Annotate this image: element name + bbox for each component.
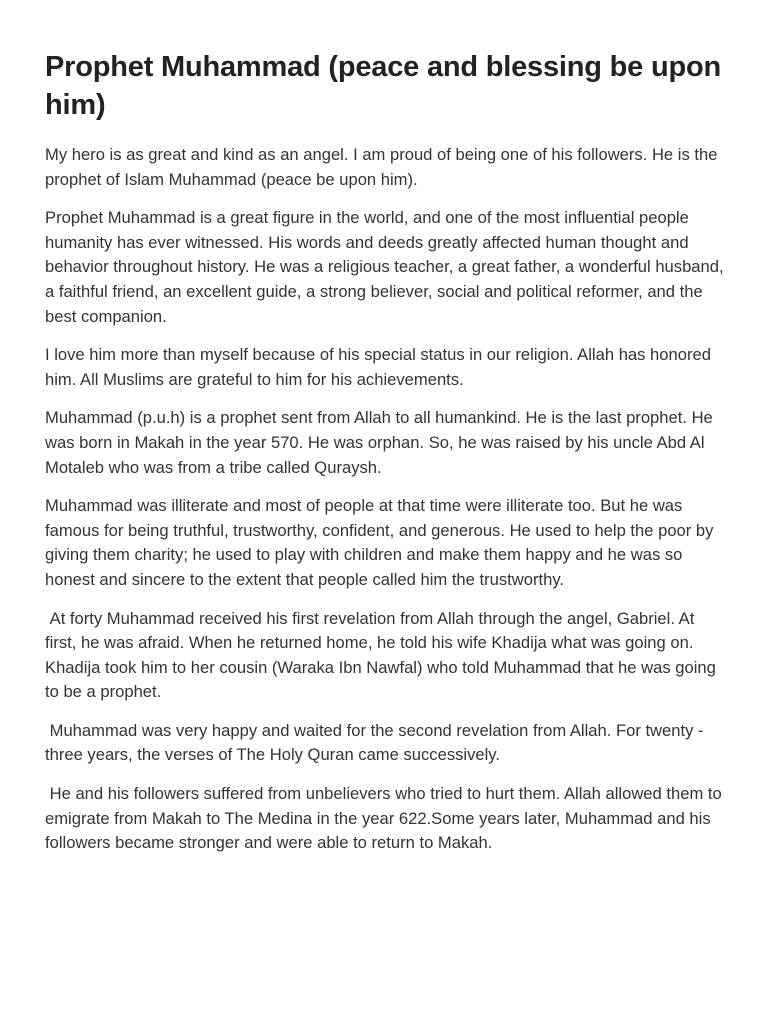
paragraph-quran: Muhammad was very happy and waited for the second revelation from Allah. For twenty -three years, the verses of The Holy Quran came successively. xyxy=(45,720,704,765)
article-title: Prophet Muhammad (peace and blessing be upon him) xyxy=(45,51,722,121)
paragraph-character: Muhammad was illiterate and most of people at that time were illiterate too. But he was famous for being truthful, trustworthy, confident, and generous. He used to help the poor by giving them charity; he used to play with children and make them happy and he was so honest and sincere to the extent that people called him the trustworthy. xyxy=(45,496,719,589)
article xyxy=(45,48,727,870)
paragraph-intro: My hero is as great and kind as an angel. I am proud of being one of his followers. He is the prophet of Islam Muhammad (peace be upon him). xyxy=(45,145,723,189)
paragraph-love: I love him more than myself because of his special status in our religion. Allah has honored him. All Muslims are grateful to him for his achievements. xyxy=(45,345,716,389)
paragraph-emigration: He and his followers suffered from unbelievers who tried to hurt them. Allah allowed them to emigrate from Makah to The Medina in the year 622.Some years later, Muhammad and his followers became stronger and were able to return to Makah. xyxy=(45,784,727,853)
paragraph-birth: Muhammad (p.u.h) is a prophet sent from Allah to all humankind. He is the last prophet. He was born in Makah in the year 570. He was orphan. So, he was raised by his uncle Abd Al Motaleb who was from a tribe called Quraysh. xyxy=(45,408,718,477)
paragraph-figure: Prophet Muhammad is a great figure in the world, and one of the most influential people humanity has ever witnessed. His words and deeds greatly affected human thought and behavior throughout history. He was a religious teacher, a great father, a wonderful husband, a faithful friend, an excellent guide, a strong believer, social and political reformer, and the best companion. xyxy=(45,208,729,326)
paragraph-revelation: At forty Muhammad received his first revelation from Allah through the angel, Gabriel. At first, he was afraid. When he returned home, he told his wife Khadija what was going on. Khadija took him to her cousin (Waraka Ibn Nawfal) who told Muhammad that he was going to be a prophet. xyxy=(45,608,721,702)
